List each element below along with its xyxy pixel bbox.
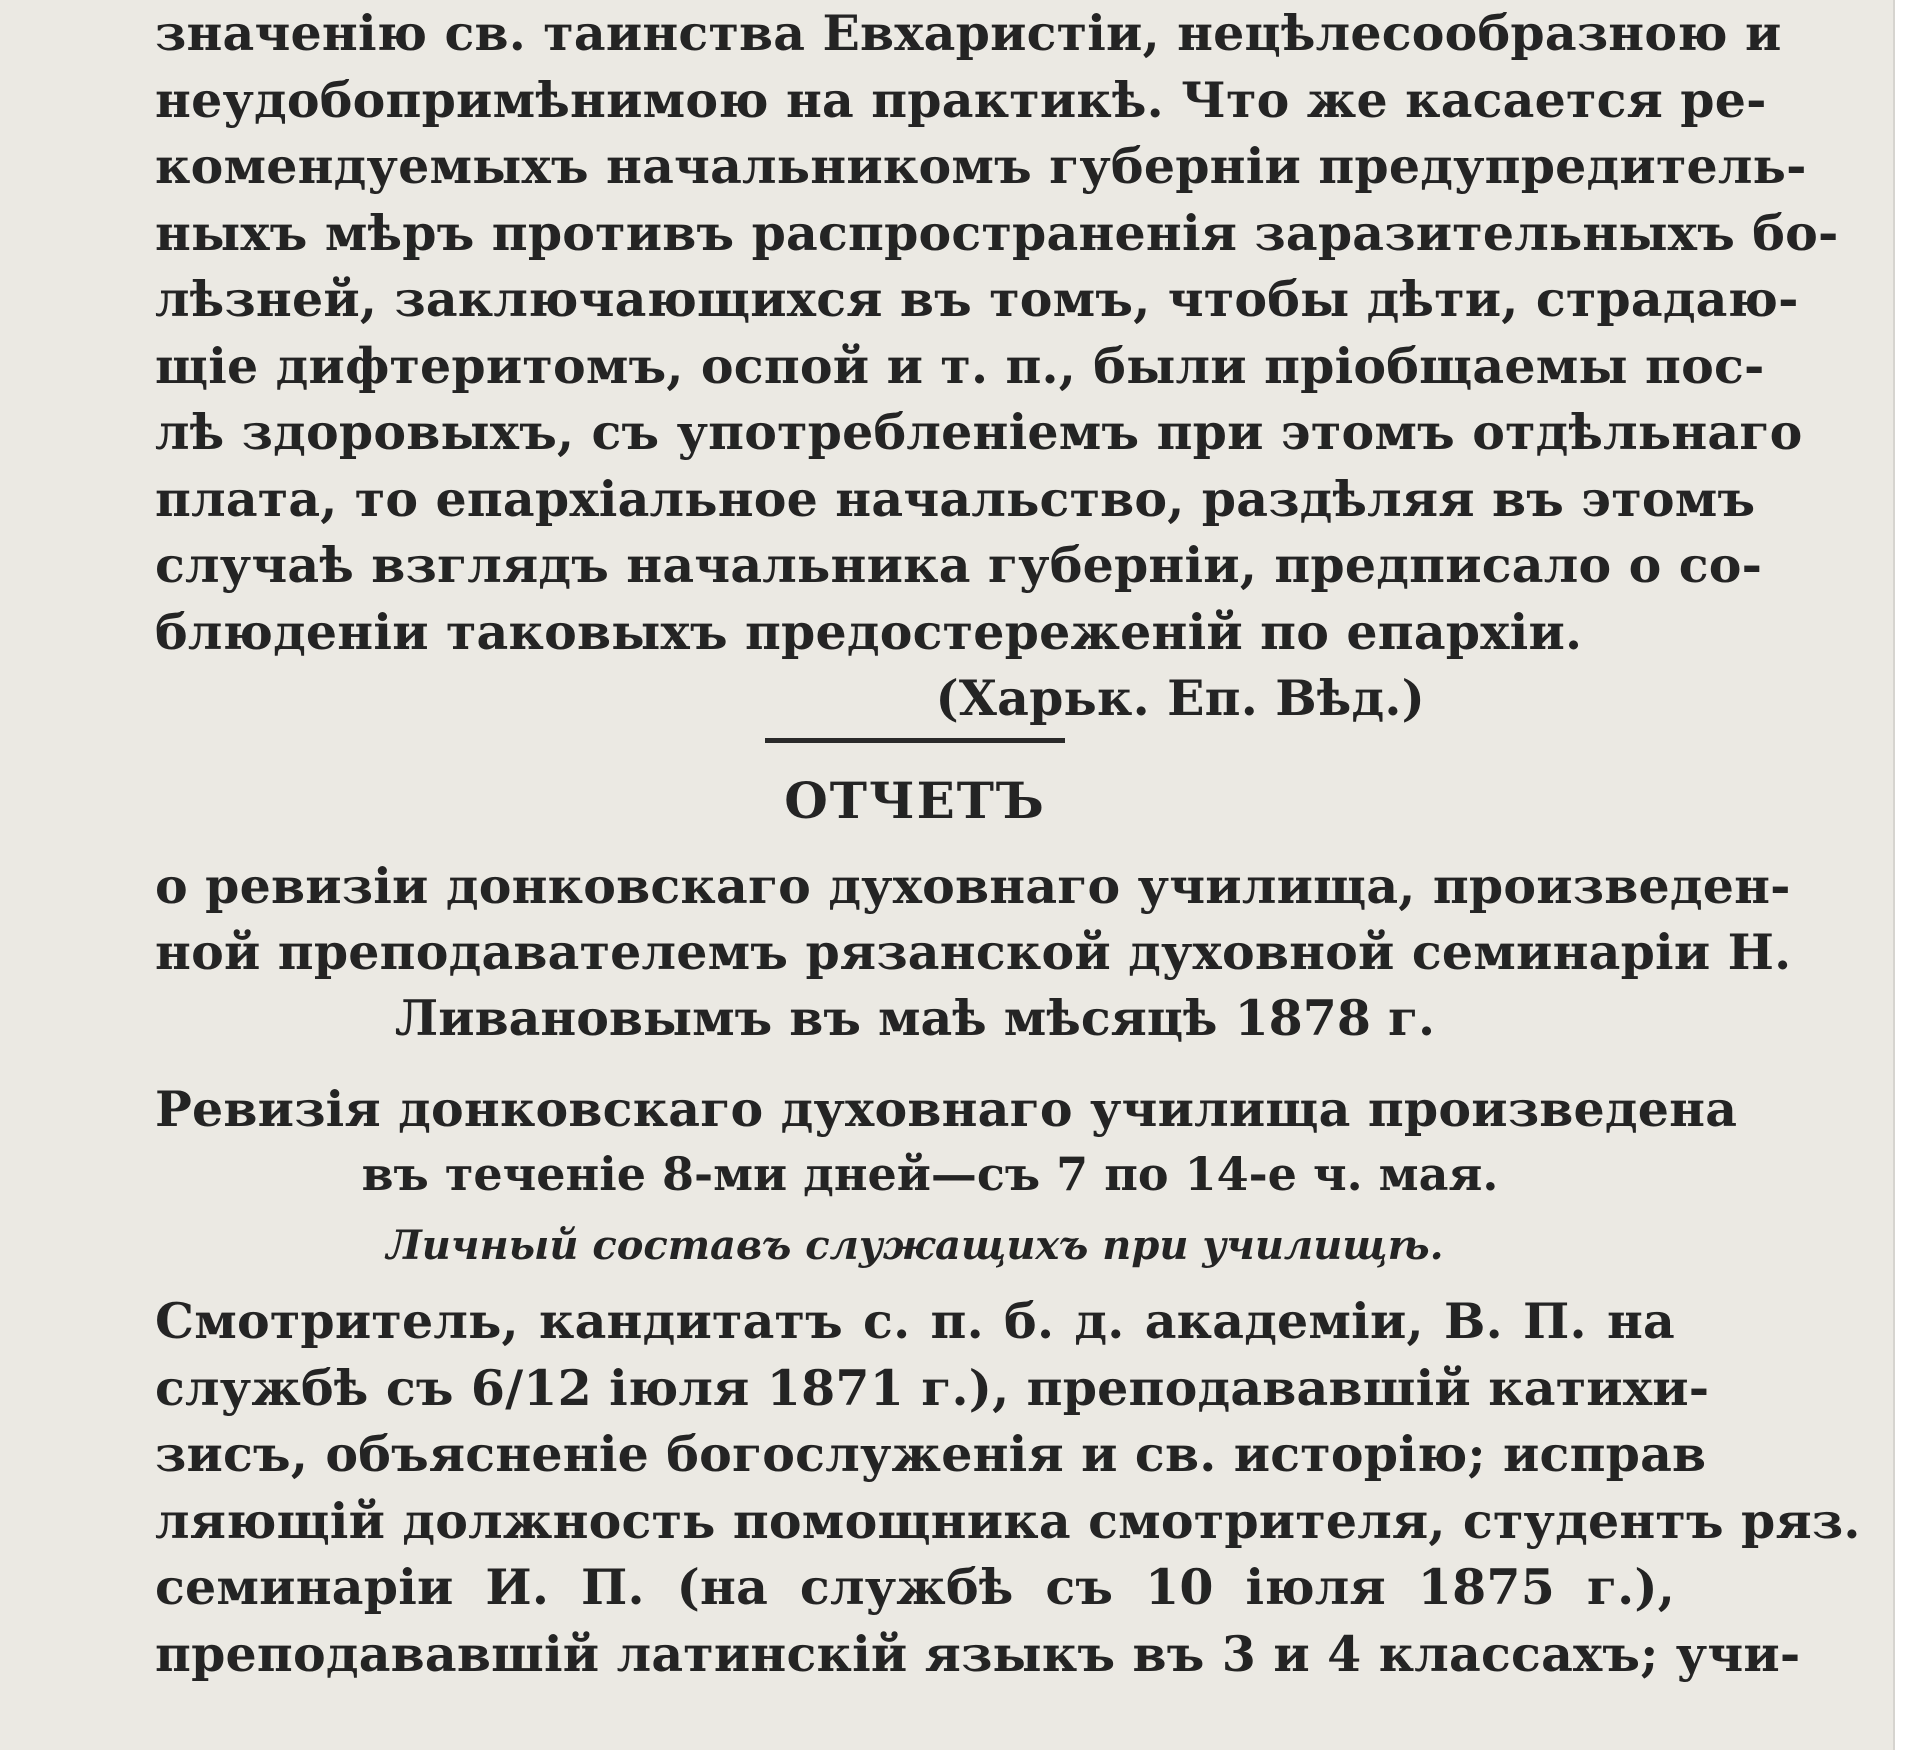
text-line: зисъ, объясненіе богослуженія и св. исторію; исправ bbox=[155, 1425, 1707, 1483]
text-line: неудобопримѣнимою на практикѣ. Что же касается ре- bbox=[155, 70, 1767, 129]
intro-line: въ теченіе 8-ми дней—съ 7 по 14-е ч. мая. bbox=[361, 1147, 1499, 1201]
subtitle-line: ной преподавателемъ рязанской духовной семинаріи Н. bbox=[155, 923, 1792, 981]
text-line: случаѣ взглядъ начальника губерніи, предписало о со- bbox=[155, 536, 1763, 594]
text-line: лѣзней, заключающихся въ томъ, чтобы дѣти, страдаю- bbox=[155, 270, 1799, 328]
text-line: плата, то епархіальное начальство, раздѣляя въ этомъ bbox=[155, 469, 1756, 528]
text-line: ныхъ мѣръ противъ распространенія заразительныхъ бо- bbox=[155, 203, 1839, 262]
source-citation: (Харьк. Еп. Вѣд.) bbox=[935, 669, 1425, 727]
subtitle-line: о ревизіи донковскаго духовнаго училища, произведен- bbox=[155, 856, 1791, 915]
paragraph-1 bbox=[155, 0, 1839, 665]
text-line: комендуемыхъ начальникомъ губерніи предупредитель- bbox=[155, 137, 1807, 195]
document-page bbox=[155, 0, 1861, 1687]
text-line: ляющій должность помощника смотрителя, студентъ ряз. bbox=[155, 1491, 1861, 1550]
report-intro bbox=[155, 1076, 1738, 1207]
text-line: щіе дифтеритомъ, оспой и т. п., были пріобщаемы пос- bbox=[155, 336, 1765, 395]
subtitle-line: Ливановымъ въ маѣ мѣсяцѣ 1878 г. bbox=[394, 988, 1436, 1047]
text-line: значенію св. таинства Евхаристіи, нецѣлесообразною и bbox=[155, 4, 1782, 62]
paragraph-2 bbox=[155, 1288, 1861, 1687]
intro-line: Ревизія донковскаго духовнаго училища произведена bbox=[155, 1079, 1738, 1138]
text-line: службѣ съ 6/12 іюля 1871 г.), преподававшій катихи- bbox=[155, 1358, 1710, 1417]
text-line: семинаріи И. П. (на службѣ съ 10 іюля 1875 г.), bbox=[155, 1558, 1675, 1616]
scan-right-margin bbox=[1893, 0, 1920, 1750]
report-heading: ОТЧЕТЪ bbox=[784, 770, 1046, 830]
report-subtitle bbox=[155, 853, 1792, 1050]
section-heading: Личный составъ служащихъ при училищѣ. bbox=[386, 1222, 1444, 1269]
text-line: лѣ здоровыхъ, съ употребленіемъ при этомъ отдѣльнаго bbox=[155, 403, 1803, 461]
text-line: блюденіи таковыхъ предостереженій по епархіи. bbox=[155, 602, 1583, 661]
text-line: Смотритель, кандитатъ с. п. б. д. академіи, В. П. на bbox=[155, 1292, 1675, 1350]
text-line: преподававшій латинскій языкъ въ 3 и 4 классахъ; учи- bbox=[155, 1624, 1801, 1683]
section-divider bbox=[765, 738, 1065, 743]
